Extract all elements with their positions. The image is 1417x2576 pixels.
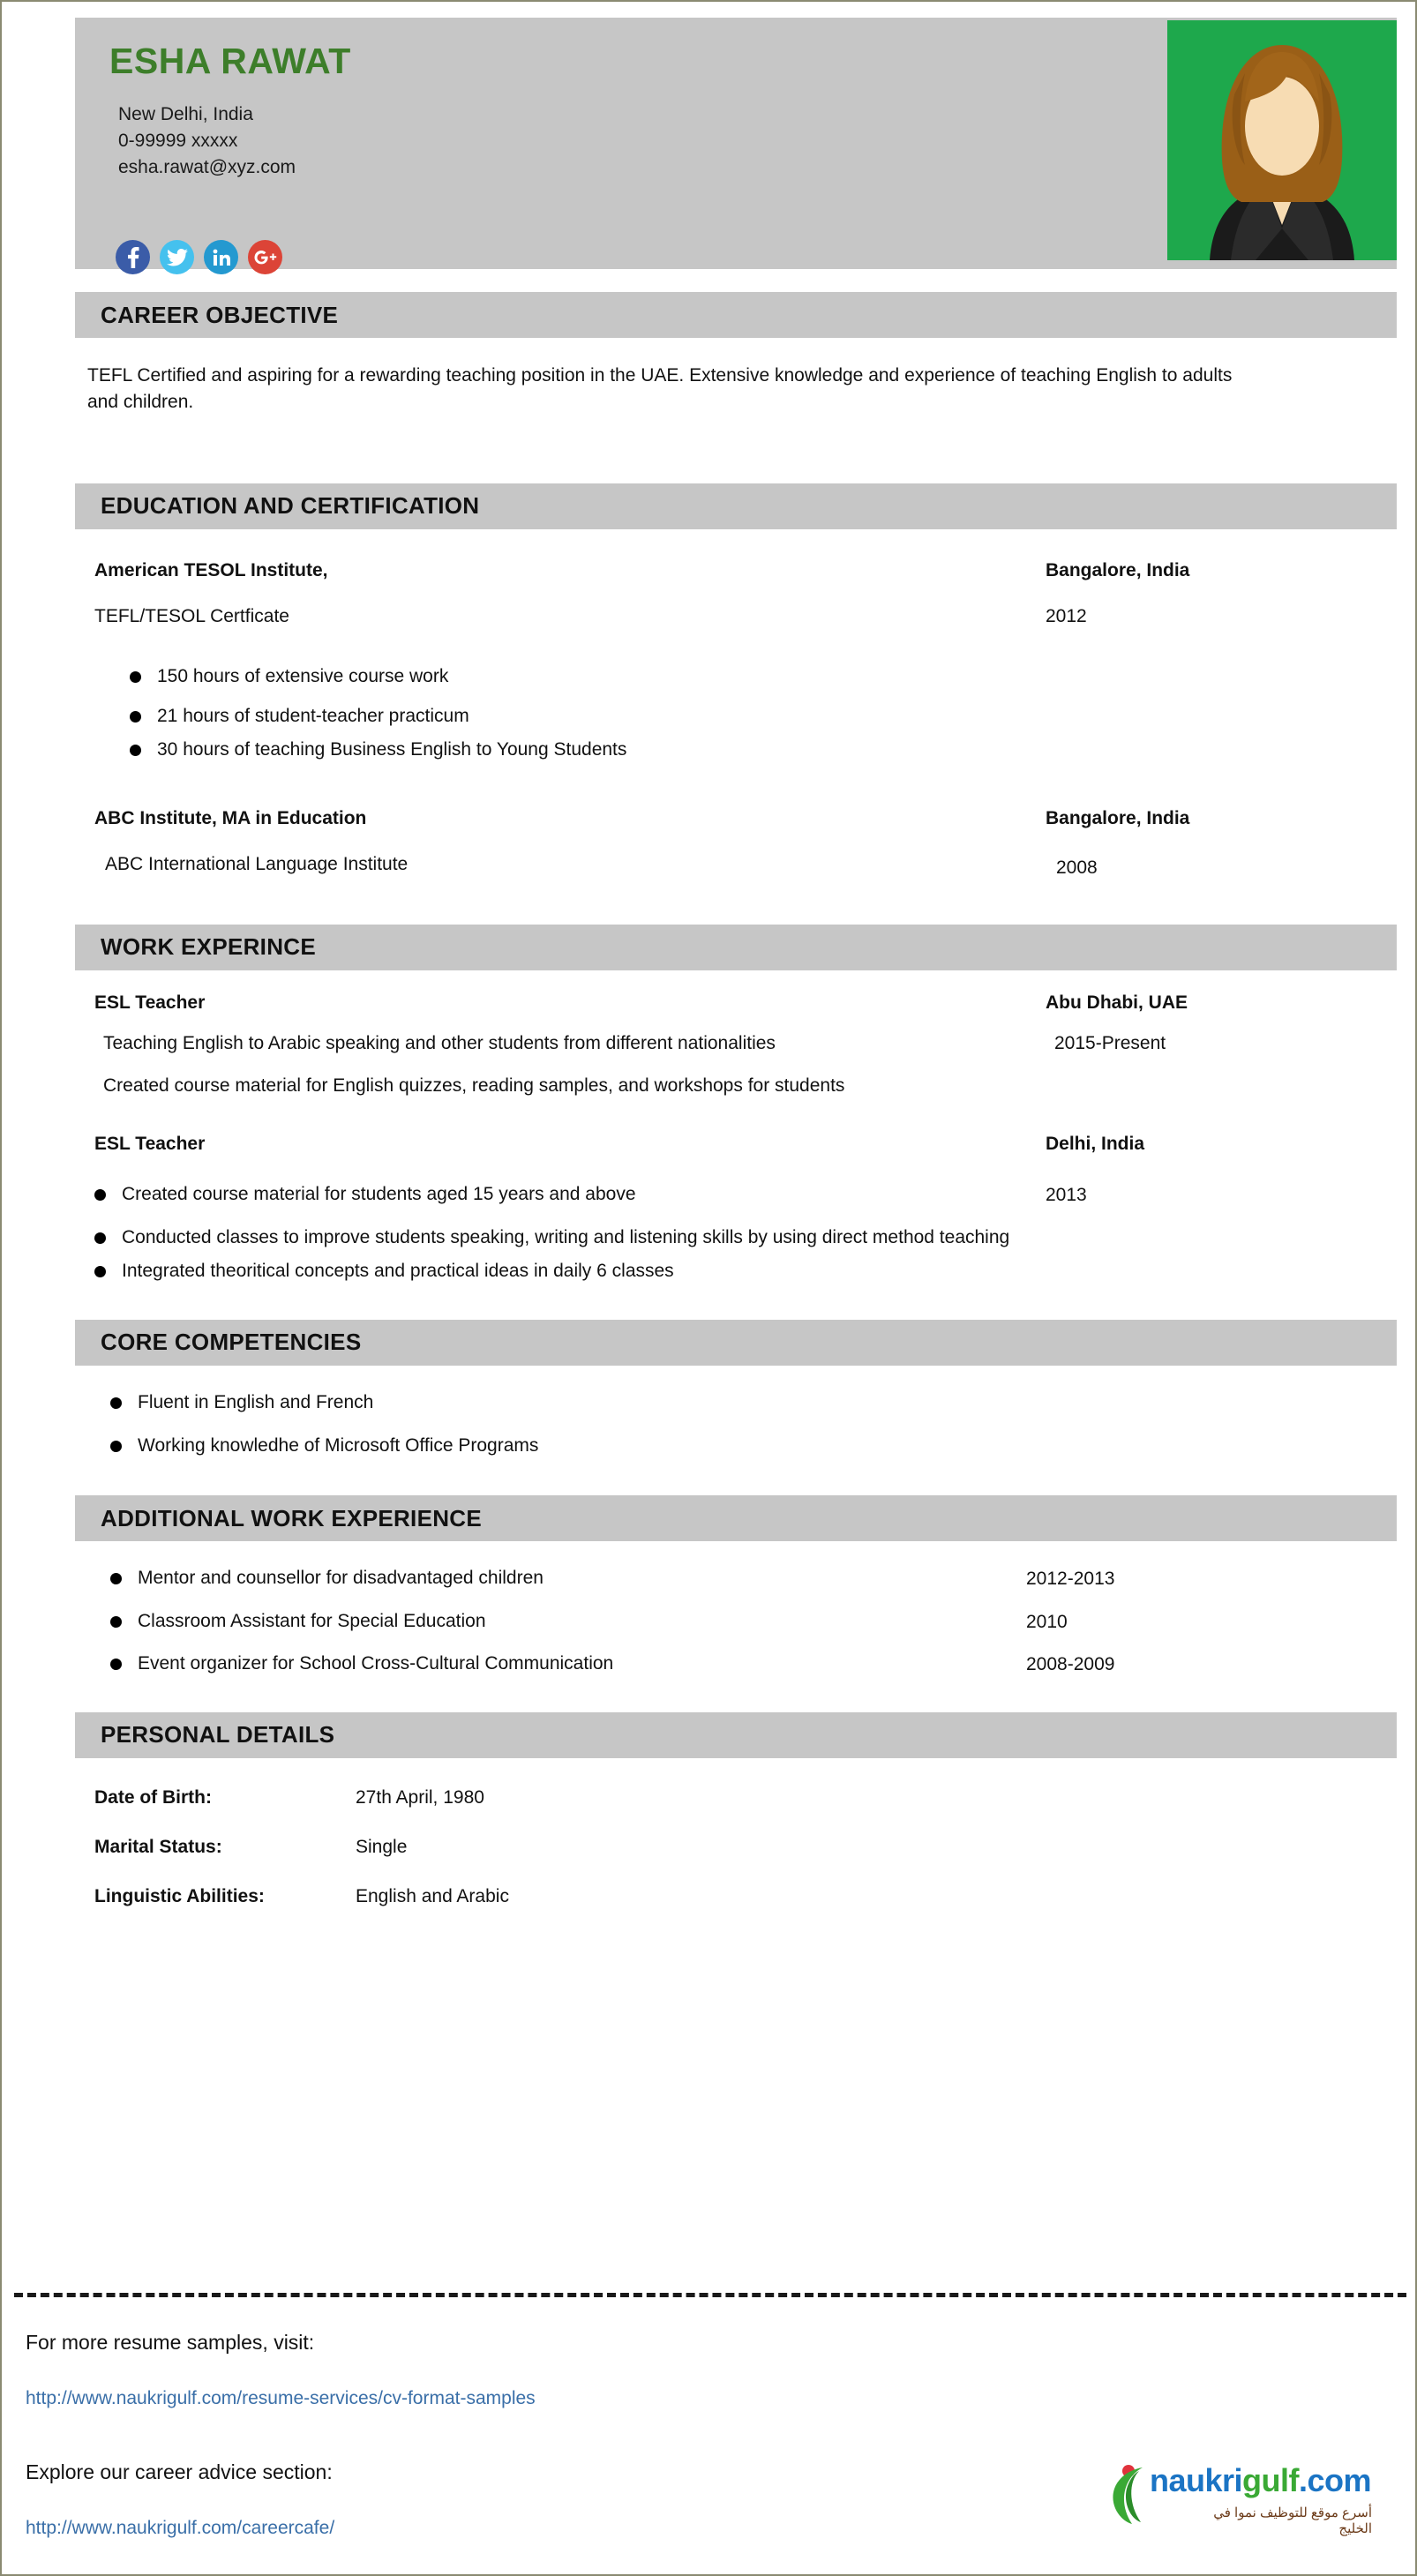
list-item (110, 1609, 1397, 1636)
education-location: Bangalore, India (1046, 807, 1190, 828)
footer-samples-prompt: For more resume samples, visit: (26, 2331, 315, 2354)
list-item (94, 1182, 1397, 1209)
item-period: 2012-2013 (1026, 1569, 1115, 1590)
bullet-icon (110, 1573, 122, 1584)
job-title: ESL Teacher (94, 992, 206, 1013)
list-item-label: Mentor and counsellor for disadvantaged children (138, 1568, 544, 1589)
work-entry (94, 990, 1397, 1016)
work-experience-body (75, 970, 1397, 1284)
list-item (130, 738, 1397, 762)
education-entry (94, 558, 1397, 584)
logo-part-com: .com (1299, 2462, 1372, 2498)
list-item-label: Classroom Assistant for Special Education (138, 1610, 486, 1631)
resume-header (75, 18, 1397, 269)
list-item (94, 1225, 1397, 1250)
list-item (94, 1259, 1397, 1284)
career-objective-text: TEFL Certified and aspiring for a rewarding teaching position in the UAE. Extensive knowledge and experience of teaching English to adults and children. (87, 365, 1233, 413)
work-entry-detail (94, 1030, 1397, 1057)
list-item (130, 664, 1397, 689)
list-item-label: Integrated theoritical concepts and practical ideas in daily 6 classes (122, 1261, 674, 1282)
education-qualification: ABC International Language Institute (105, 854, 409, 875)
job-period: 2015-Present (1054, 1033, 1166, 1054)
job-title: ESL Teacher (94, 1133, 206, 1154)
education-entry-detail (94, 851, 1397, 881)
contact-email: esha.rawat@xyz.com (118, 156, 296, 177)
list-item-label: Event organizer for School Cross-Cultural Communication (138, 1653, 614, 1674)
resume-sheet (75, 18, 1397, 1911)
facebook-icon[interactable] (116, 240, 150, 274)
job-location: Delhi, India (1046, 1133, 1145, 1154)
linkedin-icon[interactable] (204, 240, 238, 274)
bullet-icon (130, 711, 141, 723)
page-title: ESHA RAWAT (109, 41, 351, 81)
section-additional-work-header (75, 1495, 1397, 1541)
list-item-label: Working knowledhe of Microsoft Office Programs (138, 1434, 539, 1456)
social-links (116, 240, 282, 274)
list-item-label: 21 hours of student-teacher practicum (157, 706, 469, 727)
bullet-icon (130, 745, 141, 756)
footer-samples-link[interactable]: http://www.naukrigulf.com/resume-services/cv-format-samples (26, 2388, 536, 2408)
list-item (110, 1566, 1397, 1592)
list-item (110, 1651, 1397, 1678)
education-bullets (94, 664, 1397, 763)
bullet-icon (94, 1232, 106, 1244)
contact-location: New Delhi, India (118, 104, 253, 125)
section-title: PERSONAL DETAILS (101, 1721, 335, 1749)
list-item-label: 150 hours of extensive course work (157, 665, 449, 686)
list-item (130, 704, 1397, 729)
googleplus-icon[interactable] (248, 240, 282, 274)
education-location: Bangalore, India (1046, 559, 1190, 580)
section-title: CORE COMPETENCIES (101, 1329, 362, 1356)
list-item (110, 1390, 1397, 1415)
education-year: 2012 (1046, 606, 1087, 627)
avatar (1167, 20, 1397, 260)
bullet-icon (110, 1659, 122, 1670)
education-qualification: TEFL/TESOL Certficate (94, 606, 289, 627)
job-location: Abu Dhabi, UAE (1046, 992, 1188, 1013)
detail-label: Marital Status: (94, 1836, 222, 1857)
list-item-label: Fluent in English and French (138, 1391, 374, 1412)
detail-label: Linguistic Abilities: (94, 1886, 265, 1907)
work-entry (94, 1131, 1397, 1157)
detail-value: 27th April, 1980 (356, 1786, 484, 1808)
work-bullets (94, 1182, 1397, 1284)
logo-tagline: أسرع موقع للتوظيف نموا في الخليج (1213, 2505, 1372, 2536)
job-description-line: Teaching English to Arabic speaking and other students from different nationalities (103, 1033, 776, 1054)
detail-value: Single (356, 1836, 408, 1857)
bullet-icon (110, 1397, 122, 1409)
item-period: 2010 (1026, 1611, 1068, 1632)
section-career-objective-header (75, 292, 1397, 338)
core-competencies-body (75, 1366, 1397, 1459)
header-contact-block (109, 42, 903, 180)
contact-phone: 0-99999 xxxxx (118, 130, 238, 151)
section-personal-details-header (75, 1712, 1397, 1758)
section-title: CAREER OBJECTIVE (101, 301, 339, 328)
footer-advice-prompt: Explore our career advice section: (26, 2460, 333, 2483)
naukrigulf-logo[interactable] (1107, 2459, 1372, 2539)
detail-row (94, 1785, 1397, 1811)
footer (26, 2331, 1395, 2539)
bullet-icon (110, 1616, 122, 1628)
career-objective-body (75, 338, 1261, 416)
bullet-icon (130, 671, 141, 683)
section-core-competencies-header (75, 1320, 1397, 1366)
detail-value: English and Arabic (356, 1886, 509, 1907)
list-item-label: 30 hours of teaching Business English to Young Students (157, 739, 627, 760)
detail-row (94, 1834, 1397, 1861)
personal-details-body (75, 1758, 1397, 1911)
section-title: EDUCATION AND CERTIFICATION (101, 492, 480, 520)
divider (14, 2293, 1406, 2297)
logo-part-naukri: naukri (1150, 2462, 1243, 2498)
education-body (75, 529, 1397, 882)
job-description-line: Created course material for English quizzes, reading samples, and workshops for students (103, 1075, 845, 1096)
twitter-icon[interactable] (160, 240, 194, 274)
logo-part-gulf: gulf (1242, 2462, 1300, 2498)
education-institute: ABC Institute, MA in Education (94, 807, 367, 828)
education-entry (94, 805, 1397, 832)
list-item (110, 1434, 1397, 1458)
section-title: ADDITIONAL WORK EXPERIENCE (101, 1504, 483, 1531)
detail-label: Date of Birth: (94, 1786, 212, 1808)
section-title: WORK EXPERINCE (101, 933, 317, 961)
list-item-label: Created course material for students aged 15 years and above (122, 1184, 636, 1205)
education-institute: American TESOL Institute, (94, 559, 328, 580)
additional-work-body (75, 1541, 1397, 1678)
section-work-experience-header (75, 925, 1397, 970)
education-entry-detail (94, 603, 1397, 630)
bullet-icon (94, 1189, 106, 1201)
item-period: 2008-2009 (1026, 1654, 1115, 1675)
education-year: 2008 (1056, 857, 1098, 879)
footer-advice-link[interactable]: http://www.naukrigulf.com/careercafe/ (26, 2518, 335, 2538)
bullet-icon (110, 1441, 122, 1452)
section-education-header (75, 483, 1397, 529)
bullet-icon (94, 1266, 106, 1277)
detail-row (94, 1883, 1397, 1910)
job-period: 2013 (1046, 1185, 1087, 1206)
list-item-label: Conducted classes to improve students speaking, writing and listening skills by using direct method teaching (122, 1226, 1010, 1247)
